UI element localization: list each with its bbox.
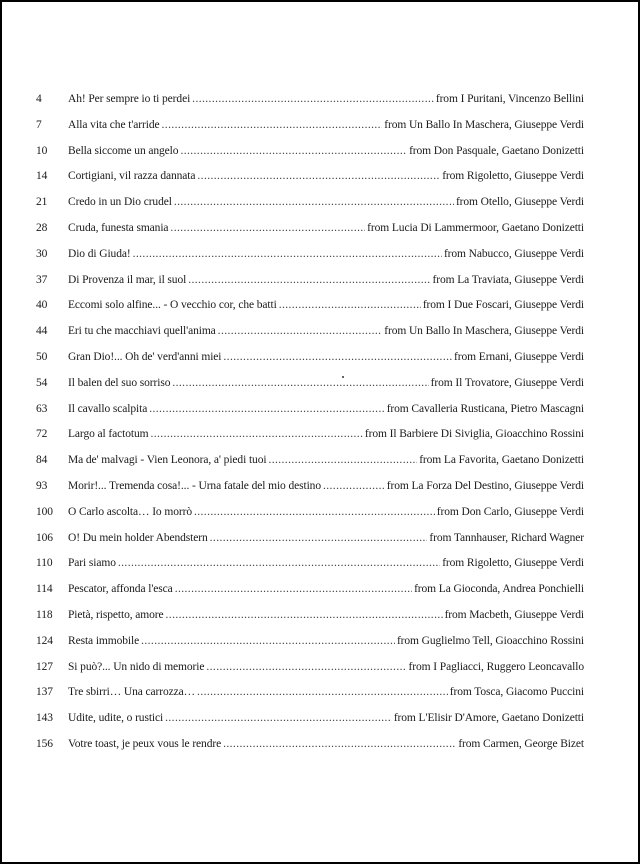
dot-leader	[150, 428, 362, 440]
toc-row	[36, 325, 584, 351]
toc-entry	[68, 248, 584, 260]
dot-leader	[165, 712, 392, 724]
toc-entry	[68, 377, 584, 389]
toc-row	[36, 661, 584, 687]
toc-entry	[68, 635, 584, 647]
opera-source: from La Favorita, Gaetano Donizetti	[419, 454, 584, 467]
opera-source: from Il Barbiere Di Siviglia, Gioacchino Rossini	[364, 428, 584, 441]
aria-title: Pari siamo	[68, 557, 116, 570]
toc-entry	[68, 583, 584, 595]
dot-leader	[174, 196, 454, 208]
page-number: 30	[36, 247, 48, 260]
aria-title: Eri tu che macchiavi quell'anima	[68, 325, 216, 338]
page-number: 72	[36, 428, 48, 441]
toc-entry	[68, 428, 584, 440]
dot-leader	[172, 377, 428, 389]
toc-entry	[68, 351, 584, 363]
toc-entry	[68, 274, 584, 286]
opera-source: from I Pagliacci, Ruggero Leoncavallo	[408, 660, 584, 673]
page-number: 114	[36, 583, 53, 596]
toc-row	[36, 377, 584, 403]
toc-entry	[68, 738, 584, 750]
dot-leader	[197, 686, 448, 698]
toc-row	[36, 635, 584, 661]
aria-title: Credo in un Dio crudel	[68, 196, 172, 209]
toc-entry	[68, 661, 584, 673]
aria-title: Alla vita che t'arride	[68, 118, 160, 131]
opera-source: from Nabucco, Giuseppe Verdi	[443, 247, 584, 260]
page-number: 21	[36, 196, 48, 209]
toc-row	[36, 119, 584, 145]
aria-title: Votre toast, je peux vous le rendre	[68, 737, 222, 750]
opera-source: from Lucia Di Lammermoor, Gaetano Donizetti	[367, 221, 584, 234]
aria-title: Udite, udite, o rustici	[68, 712, 164, 725]
opera-source: from La Traviata, Giuseppe Verdi	[432, 273, 584, 286]
dot-leader	[170, 222, 365, 234]
toc-row	[36, 557, 584, 583]
aria-title: Pietà, rispetto, amore	[68, 608, 164, 621]
dot-leader	[162, 119, 383, 131]
aria-title: Morir!... Tremenda cosa!... - Urna fatale del mio destino	[68, 479, 321, 492]
table-of-contents	[36, 93, 584, 764]
page-number: 4	[36, 93, 42, 105]
opera-source: from La Gioconda, Andrea Ponchielli	[414, 583, 584, 596]
toc-row	[36, 532, 584, 558]
dot-leader	[194, 506, 435, 518]
aria-title: Il cavallo scalpita	[68, 402, 148, 415]
opera-source: from Otello, Giuseppe Verdi	[455, 196, 584, 209]
page-number: 40	[36, 299, 48, 312]
aria-title: Si può?... Un nido di memorie	[68, 660, 205, 673]
toc-entry	[68, 145, 584, 157]
opera-source: from L'Elisir D'Amore, Gaetano Donizetti	[393, 712, 584, 725]
toc-row	[36, 351, 584, 377]
page-number: 137	[36, 686, 53, 699]
toc-row	[36, 299, 584, 325]
page-number: 110	[36, 557, 53, 570]
dot-leader	[133, 248, 442, 260]
page-number: 124	[36, 634, 53, 647]
toc-entry	[68, 299, 584, 311]
opera-source: from Guglielmo Tell, Gioacchino Rossini	[396, 634, 584, 647]
opera-source: from Don Carlo, Giuseppe Verdi	[436, 505, 584, 518]
aria-title: O! Du mein holder Abendstern	[68, 531, 208, 544]
aria-title: O Carlo ascolta… Io morrò	[68, 505, 192, 518]
toc-entry	[68, 93, 584, 105]
page-number: 106	[36, 531, 53, 544]
toc-entry	[68, 403, 584, 415]
aria-title: Dio di Giuda!	[68, 247, 131, 260]
dot-leader	[197, 170, 440, 182]
toc-entry	[68, 712, 584, 724]
toc-row	[36, 712, 584, 738]
dot-leader	[149, 403, 384, 415]
toc-row	[36, 93, 584, 119]
opera-source: from Carmen, George Bizet	[458, 737, 584, 750]
opera-source: from Rigoletto, Giuseppe Verdi	[442, 170, 584, 183]
aria-title: Resta immobile	[68, 634, 140, 647]
toc-entry	[68, 222, 584, 234]
dot-leader	[192, 93, 434, 105]
page-number: 156	[36, 737, 53, 750]
opera-source: from I Puritani, Vincenzo Bellini	[435, 93, 584, 105]
page-number: 7	[36, 118, 42, 131]
page-number: 84	[36, 454, 48, 467]
page-number: 54	[36, 376, 48, 389]
toc-entry	[68, 506, 584, 518]
page-number: 28	[36, 221, 48, 234]
dot-leader	[268, 454, 417, 466]
dot-leader	[166, 609, 443, 621]
opera-source: from Il Trovatore, Giuseppe Verdi	[430, 376, 584, 389]
page-number: 100	[36, 505, 53, 518]
aria-title: Di Provenza il mar, il suol	[68, 273, 187, 286]
dot-leader	[210, 532, 428, 544]
aria-title: Bella siccome un angelo	[68, 144, 179, 157]
toc-entry	[68, 196, 584, 208]
aria-title: Tre sbirri… Una carrozza…	[68, 686, 196, 699]
aria-title: Ah! Per sempre io ti perdei	[68, 93, 191, 105]
toc-entry	[68, 454, 584, 466]
page-number: 118	[36, 608, 53, 621]
aria-title: Pescator, affonda l'esca	[68, 583, 173, 596]
toc-entry	[68, 480, 584, 492]
toc-row	[36, 686, 584, 712]
page-number: 50	[36, 350, 48, 363]
toc-row	[36, 506, 584, 532]
toc-entry	[68, 532, 584, 544]
toc-entry	[68, 170, 584, 182]
toc-row	[36, 480, 584, 506]
toc-row	[36, 274, 584, 300]
toc-row	[36, 403, 584, 429]
toc-row	[36, 454, 584, 480]
dot-leader	[223, 351, 452, 363]
toc-entry	[68, 686, 584, 698]
toc-row	[36, 145, 584, 171]
dot-leader	[175, 583, 412, 595]
opera-source: from Un Ballo In Maschera, Giuseppe Verdi	[384, 325, 584, 338]
opera-source: from I Due Foscari, Giuseppe Verdi	[422, 299, 584, 312]
page-number: 14	[36, 170, 48, 183]
dot-leader	[180, 145, 407, 157]
aria-title: Gran Dio!... Oh de' verd'anni miei	[68, 350, 222, 363]
page-number: 93	[36, 479, 48, 492]
dot-leader	[118, 557, 440, 569]
opera-source: from Un Ballo In Maschera, Giuseppe Verdi	[384, 118, 584, 131]
toc-row	[36, 196, 584, 222]
aria-title: Largo al factotum	[68, 428, 149, 441]
opera-source: from Ernani, Giuseppe Verdi	[454, 350, 584, 363]
page-number: 143	[36, 712, 53, 725]
page-number: 10	[36, 144, 48, 157]
opera-source: from Cavalleria Rusticana, Pietro Mascagni	[386, 402, 584, 415]
aria-title: Ma de' malvagi - Vien Leonora, a' piedi tuoi	[68, 454, 267, 467]
dot-leader	[223, 738, 456, 750]
toc-row	[36, 609, 584, 635]
toc-row	[36, 248, 584, 274]
page-number: 63	[36, 402, 48, 415]
opera-source: from Tosca, Giacomo Puccini	[449, 686, 584, 699]
dot-leader	[188, 274, 430, 286]
aria-title: Cruda, funesta smania	[68, 221, 169, 234]
opera-source: from Don Pasquale, Gaetano Donizetti	[409, 144, 584, 157]
dot-leader	[141, 635, 395, 647]
toc-row	[36, 170, 584, 196]
dot-leader	[206, 661, 406, 673]
toc-entry	[68, 119, 584, 131]
opera-source: from Macbeth, Giuseppe Verdi	[444, 608, 584, 621]
toc-row	[36, 222, 584, 248]
toc-entry	[68, 557, 584, 569]
page-number: 127	[36, 660, 53, 673]
aria-title: Eccomi solo alfine... - O vecchio cor, che batti	[68, 299, 277, 312]
dot-leader	[323, 480, 385, 492]
toc-row	[36, 583, 584, 609]
opera-source: from Tannhauser, Richard Wagner	[429, 531, 584, 544]
page-number: 37	[36, 273, 48, 286]
aria-title: Cortigiani, vil razza dannata	[68, 170, 196, 183]
opera-source: from La Forza Del Destino, Giuseppe Verdi	[386, 479, 584, 492]
toc-row	[36, 738, 584, 764]
toc-row	[36, 428, 584, 454]
aria-title: Il balen del suo sorriso	[68, 376, 171, 389]
page-number: 44	[36, 325, 48, 338]
dot-leader	[279, 299, 421, 311]
dot-leader	[218, 325, 383, 337]
opera-source: from Rigoletto, Giuseppe Verdi	[442, 557, 584, 570]
toc-entry	[68, 325, 584, 337]
toc-entry	[68, 609, 584, 621]
